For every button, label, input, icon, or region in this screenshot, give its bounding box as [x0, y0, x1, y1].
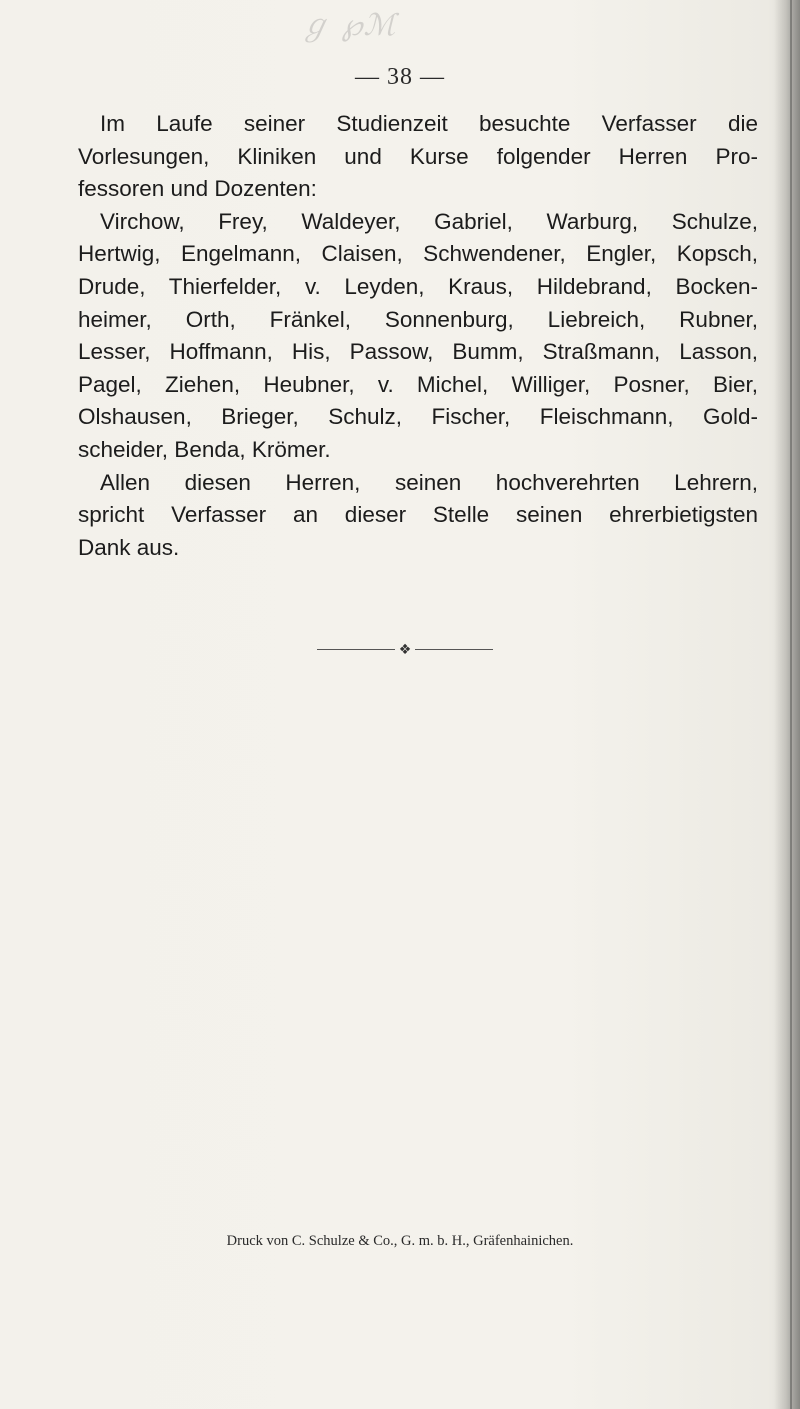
text-line: Im Laufe seiner Studienzeit besuchte Verfasser die: [100, 111, 758, 136]
page-edge-shadow: [774, 0, 800, 1409]
text-line: spricht Verfasser an dieser Stelle seinen ehrerbietigsten: [78, 502, 758, 528]
fleuron-icon: ❖: [398, 642, 412, 658]
printer-imprint: Druck von C. Schulze & Co., G. m. b. H., Gräfenhainichen.: [226, 1233, 574, 1249]
faded-stamp-mark: ℊ ℘ℳ: [300, 8, 397, 43]
text-line: Hertwig, Engelmann, Claisen, Schwendener, Engler, Kopsch,: [78, 241, 758, 267]
text-line: Olshausen, Brieger, Schulz, Fischer, Fleischmann, Gold-: [78, 404, 758, 430]
divider-rule-right: [415, 649, 493, 650]
text-line: Lesser, Hoffmann, His, Passow, Bumm, Straßmann, Lasson,: [78, 339, 758, 365]
text-line: Pagel, Ziehen, Heubner, v. Michel, Williger, Posner, Bier,: [78, 371, 758, 397]
page-edge-line: [790, 0, 792, 1409]
divider-rule-left: [317, 649, 395, 650]
text-line: heimer, Orth, Fränkel, Sonnenburg, Liebreich, Rubner,: [78, 306, 758, 332]
text-line: Allen diesen Herren, seinen hochverehrten Lehrern,: [100, 469, 758, 495]
text-line: Dank aus.: [78, 534, 180, 560]
paragraph-thanks: [78, 467, 758, 565]
paragraph-professor-list: [78, 206, 758, 467]
section-divider: [317, 640, 493, 660]
text-line: scheider, Benda, Krömer.: [78, 436, 331, 462]
text-line: fessoren und Dozenten:: [78, 176, 317, 202]
body-text: [78, 108, 758, 564]
paragraph-intro: [78, 108, 758, 206]
text-line: Drude, Thierfelder, v. Leyden, Kraus, Hildebrand, Bocken-: [78, 273, 758, 299]
page-number: — 38 —: [355, 64, 445, 90]
text-line: Virchow, Frey, Waldeyer, Gabriel, Warburg, Schulze,: [100, 208, 758, 234]
text-line: Vorlesungen, Kliniken und Kurse folgender Herren Pro-: [78, 143, 758, 169]
